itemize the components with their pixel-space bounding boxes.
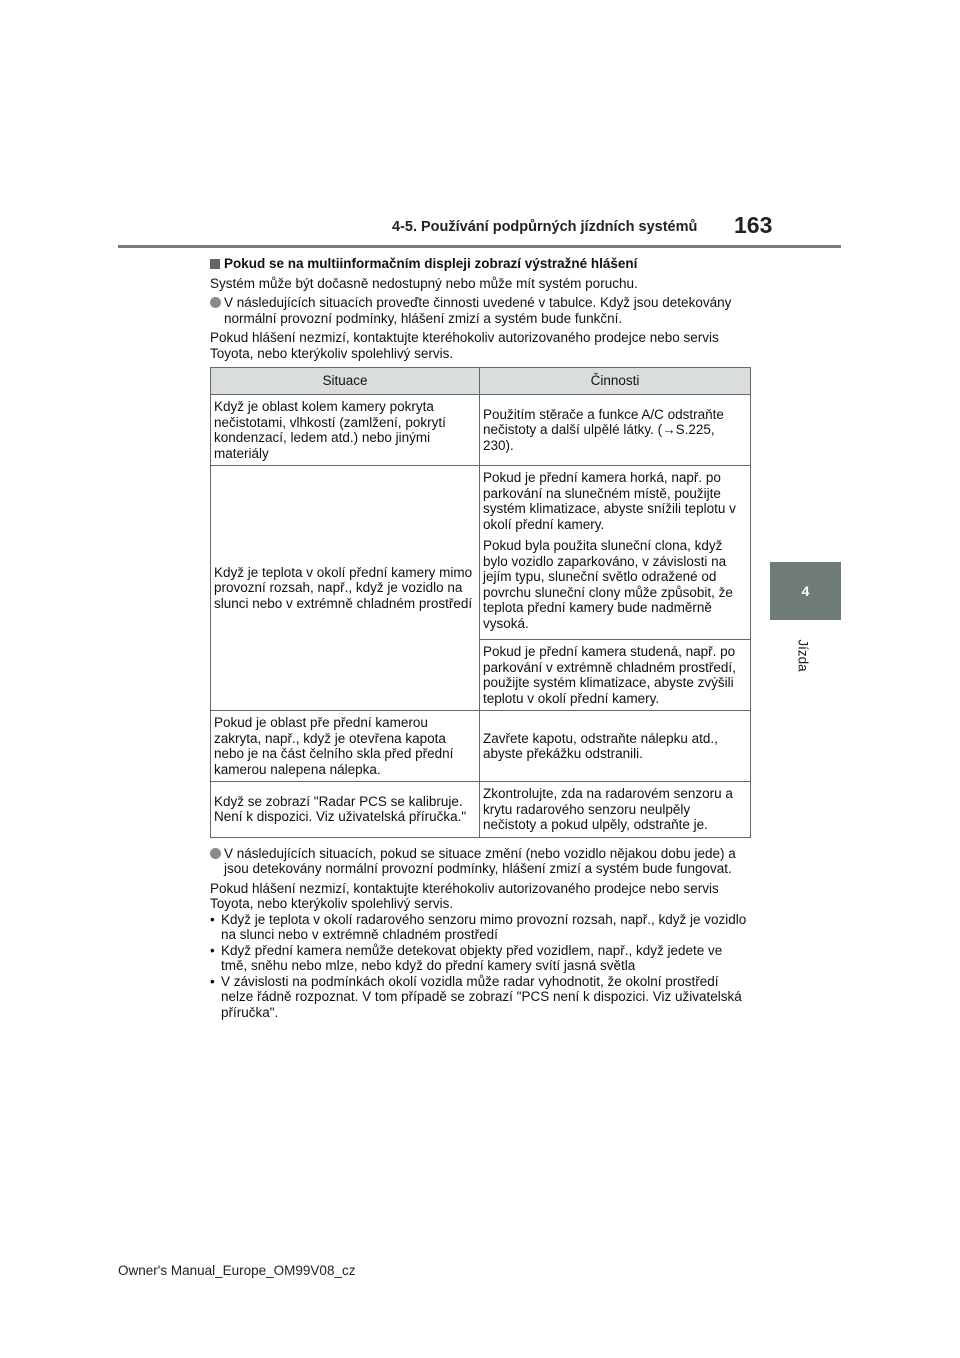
- chapter-side-label: [793, 630, 813, 680]
- list-item-text: Když přední kamera nemůže detekovat objekty před vozidlem, např., když jedete ve tmě, sněhu nebo mlze, nebo když do přední kamery svítí jasná světla: [221, 942, 723, 973]
- condition-list: [210, 912, 752, 1021]
- circle-bullet-icon: [210, 848, 221, 859]
- action-cell: Použitím stěrače a funkce A/C odstraňte nečistoty a další ulpělé látky. (→S.225, 230).: [480, 395, 751, 466]
- list-item: [210, 943, 752, 974]
- table-row: [211, 782, 751, 838]
- bullet-item: [210, 295, 752, 326]
- table-header-row: [211, 368, 751, 395]
- table-row: [211, 466, 751, 711]
- bullet-text: V následujících situacích, pokud se situace změní (nebo vozidlo nějakou dobu jede) a jsou detekovány normální provozní podmínky, hlášení zmizí a systém bude fungovat.: [224, 845, 736, 876]
- list-marker: •: [210, 911, 215, 927]
- contact-paragraph: Pokud hlášení nezmizí, kontaktujte kteréhokoliv autorizovaného prodejce nebo servis Toyota, nebo kterýkoliv spolehlivý servis.: [210, 330, 719, 361]
- chapter-label-text: Jízda: [795, 638, 811, 672]
- chapter-tab[interactable]: 4: [770, 562, 841, 620]
- cell-divider: [480, 639, 750, 640]
- situation-cell: Pokud je oblast pře přední kamerou zakryta, např., když je otevřena kapota nebo je na část čelního skla před přední kamerou nalepena nálepka.: [211, 711, 480, 782]
- situation-cell: Když se zobrazí "Radar PCS se kalibruje. Není k dispozici. Viz uživatelská příručka.": [211, 782, 480, 838]
- bullet-item: [210, 846, 752, 877]
- action-text: Pokud je přední kamera studená, např. po parkování v extrémně chladném prostředí, použijte systém klimatizace, abyste zvýšili teplotu v okolí přední kamery.: [483, 644, 736, 706]
- action-text: Pokud je přední kamera horká, např. po parkování na slunečném místě, použijte systém klimatizace, abyste snížili teplotu v okolí přední kamery.: [483, 470, 736, 532]
- column-header-action: Činnosti: [480, 368, 751, 395]
- header-divider: [118, 245, 841, 248]
- section-heading: [210, 256, 752, 272]
- section-title: 4-5. Používání podpůrných jízdních systémů: [392, 219, 698, 235]
- action-cell: Zkontrolujte, zda na radarovém senzoru a krytu radarového senzoru neulpěly nečistoty a pokud ulpěly, odstraňte je.: [480, 782, 751, 838]
- situation-action-table: [210, 367, 751, 838]
- situation-cell: Když je oblast kolem kamery pokryta nečistotami, vlhkostí (zamlžení, pokrytí kondenzací, ledem atd.) nebo jinými materiály: [211, 395, 480, 466]
- action-text: Pokud byla použita sluneční clona, když bylo vozidlo zaparkováno, v závislosti na jejím typu, sluneční světlo odražené od povrchu sluneční clony může způsobit, že teplota přední kamery bude nadměrně vysoká.: [483, 538, 733, 631]
- table-row: [211, 711, 751, 782]
- column-header-situation: Situace: [211, 368, 480, 395]
- intro-paragraph: Systém může být dočasně nedostupný nebo může mít systém poruchu.: [210, 275, 638, 291]
- action-cell: [480, 466, 751, 711]
- action-cell: Zavřete kapotu, odstraňte nálepku atd., abyste překážku odstranili.: [480, 711, 751, 782]
- list-item: [210, 974, 752, 1021]
- list-marker: •: [210, 973, 215, 989]
- contact-paragraph: Pokud hlášení nezmizí, kontaktujte kteréhokoliv autorizovaného prodejce nebo servis Toyota, nebo kterýkoliv spolehlivý servis.: [210, 880, 719, 911]
- square-bullet-icon: [210, 259, 220, 269]
- page-number: 163: [734, 212, 773, 238]
- list-item-text: V závislosti na podmínkách okolí vozidla může radar vyhodnotit, že okolní prostředí nelze řádně rozpoznat. V tom případě se zobrazí "PCS není k dispozici. Viz uživatelská příručka".: [221, 973, 742, 1020]
- heading-text: Pokud se na multiinformačním displeji zobrazí výstražné hlášení: [224, 256, 638, 271]
- list-marker: •: [210, 942, 215, 958]
- situation-cell: Když je teplota v okolí přední kamery mimo provozní rozsah, např., když je vozidlo na slunci nebo v extrémně chladném prostředí: [211, 466, 480, 711]
- table-row: [211, 395, 751, 466]
- main-content: [210, 256, 752, 1020]
- bullet-text: V následujících situacích proveďte činnosti uvedené v tabulce. Když jsou detekovány normální provozní podmínky, hlášení zmizí a systém bude funkční.: [224, 295, 732, 326]
- manual-id-footer: Owner's Manual_Europe_OM99V08_cz: [118, 1263, 356, 1278]
- list-item: [210, 912, 752, 943]
- list-item-text: Když je teplota v okolí radarového senzoru mimo provozní rozsah, např., když je vozidlo na slunci nebo v extrémně chladném prostředí: [221, 911, 747, 942]
- circle-bullet-icon: [210, 297, 221, 308]
